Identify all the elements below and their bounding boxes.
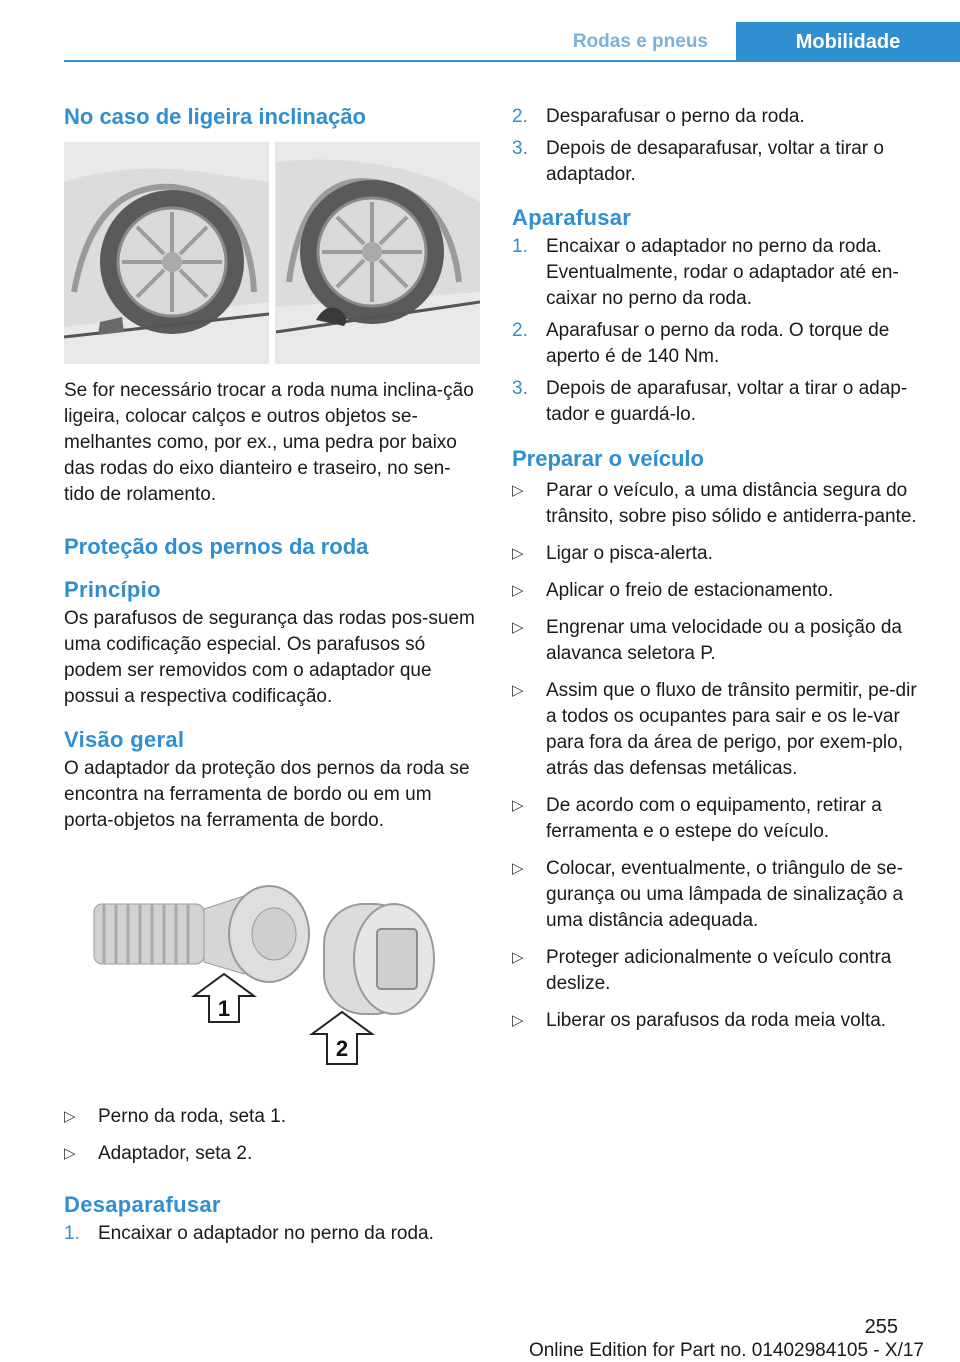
arrow-label-2: 2 <box>335 1036 349 1061</box>
subheading-screw: Aparafusar <box>512 205 632 230</box>
step-item: 1. Encaixar o adaptador no perno da roda. Eventualmente, rodar o adaptador até en-caixar no perno da roda. <box>512 236 899 309</box>
subheading-overview: Visão geral <box>64 727 185 752</box>
prepare-vehicle-list <box>512 478 922 1034</box>
triangle-bullet-icon: ▷ <box>512 545 524 562</box>
header-rule <box>64 60 960 62</box>
step-item: 3. Depois de desaparafusar, voltar a tirar o adaptador. <box>512 138 884 185</box>
overview-paragraph: O adaptador da proteção dos pernos da roda se encontra na ferramenta de bordo ou em um porta-objetos na ferramenta de bordo. <box>64 758 470 831</box>
prepare-item: ▷ Liberar os parafusos da roda meia volta. <box>512 1008 922 1034</box>
triangle-bullet-icon: ▷ <box>512 682 524 699</box>
triangle-bullet-icon: ▷ <box>512 797 524 814</box>
subheading-principle: Princípio <box>64 577 161 602</box>
legend-item: ▷ Adaptador, seta 2. <box>64 1141 480 1167</box>
prepare-item: ▷ Ligar o pisca-alerta. <box>512 541 922 567</box>
chapter-tab: Mobilidade <box>736 22 960 62</box>
triangle-bullet-icon: ▷ <box>512 482 524 499</box>
step-item: 3. Depois de aparafusar, voltar a tirar o adap-tador e guardá-lo. <box>512 378 908 425</box>
triangle-bullet-icon: ▷ <box>512 860 524 877</box>
prepare-item: ▷ Aplicar o freio de estacionamento. <box>512 578 922 604</box>
right-column <box>512 104 922 1045</box>
step-item: 2. Desparafusar o perno da roda. <box>512 106 805 127</box>
section-tab: Rodas e pneus <box>572 31 708 52</box>
unscrew-steps <box>64 1221 480 1247</box>
left-column <box>64 100 480 1253</box>
prepare-item: ▷ Colocar, eventualmente, o triângulo de se-gurança ou uma lâmpada de sinalização a uma distância adequada. <box>512 858 904 931</box>
screw-steps <box>512 234 922 428</box>
figure-legend <box>64 1104 480 1167</box>
arrow-label-1: 1 <box>217 996 231 1021</box>
triangle-bullet-icon: ▷ <box>512 1012 524 1029</box>
page-number: 255 <box>864 1316 898 1338</box>
triangle-bullet-icon: ▷ <box>512 582 524 599</box>
legend-item: ▷ Perno da roda, seta 1. <box>64 1104 480 1130</box>
heading-prepare-vehicle: Preparar o veículo <box>512 446 704 471</box>
prepare-item: ▷ Parar o veículo, a uma distância segura do trânsito, sobre piso sólido e antiderra-pante. <box>512 480 917 527</box>
triangle-bullet-icon: ▷ <box>64 1145 76 1162</box>
step-item: 2. Aparafusar o perno da roda. O torque de aperto é de 140 Nm. <box>512 320 890 367</box>
triangle-bullet-icon: ▷ <box>512 949 524 966</box>
prepare-item: ▷ Engrenar uma velocidade ou a posição da alavanca seletora P. <box>512 617 902 664</box>
triangle-bullet-icon: ▷ <box>512 619 524 636</box>
prepare-item: ▷ Assim que o fluxo de trânsito permitir, pe-dir a todos os ocupantes para sair e os le-var para fora da área de perigo, por exem-plo, atrás das defensas metálicas. <box>512 680 917 779</box>
prepare-item: ▷ Proteger adicionalmente o veículo contra deslize. <box>512 947 892 994</box>
prepare-item: ▷ De acordo com o equipamento, retirar a ferramenta e o estepe do veículo. <box>512 795 882 842</box>
triangle-bullet-icon: ▷ <box>64 1108 76 1125</box>
heading-lock-bolts: Proteção dos pernos da roda <box>64 534 369 559</box>
unscrew-steps-continued <box>512 104 922 188</box>
slope-paragraph: Se for necessário trocar a roda numa inclina-ção ligeira, colocar calços e outros objetos se-melhantes como, por ex., uma pedra por baixo das rodas do eixo dianteiro e traseiro, no sen-tido de rolamento. <box>64 380 474 505</box>
principle-paragraph: Os parafusos de segurança das rodas pos-suem uma codificação especial. Os parafusos só podem ser removidos com o adaptador que possui a respectiva codificação. <box>64 608 475 707</box>
wheels-on-slope-illustration <box>64 142 480 364</box>
heading-slight-slope: No caso de ligeira inclinação <box>64 104 366 129</box>
subheading-unscrew: Desaparafusar <box>64 1192 221 1217</box>
edition-note: Online Edition for Part no. 01402984105 - X/17 <box>528 1340 924 1361</box>
wheel-bolt-and-adapter-illustration <box>64 874 480 1086</box>
page-header <box>64 22 960 62</box>
step-item: 1. Encaixar o adaptador no perno da roda. <box>64 1223 434 1244</box>
